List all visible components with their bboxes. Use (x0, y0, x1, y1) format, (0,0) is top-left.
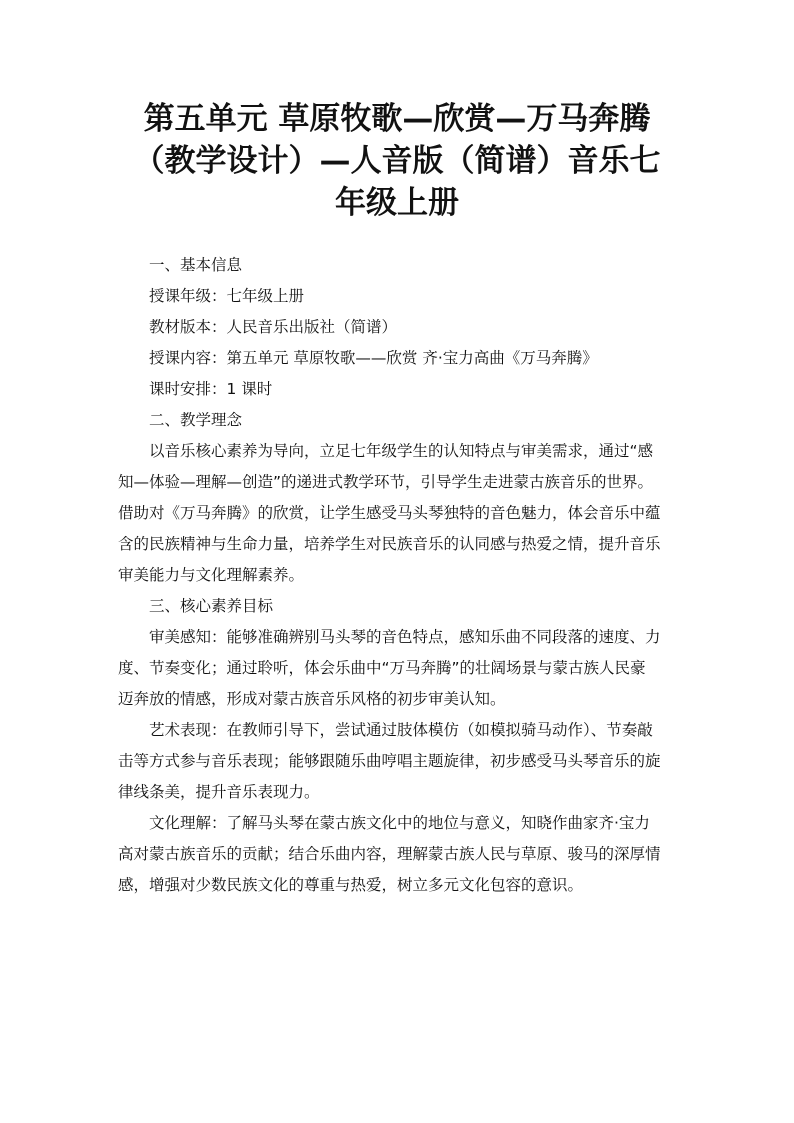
paragraph-line: 艺术表现：在教师引导下，尝试通过肢体模仿（如模拟骑马动作）、节奏敲 (149, 721, 653, 739)
culture-paragraph (118, 808, 678, 901)
paragraph-line: 迈奔放的情感，形成对蒙古族音乐风格的初步审美认知。 (118, 690, 506, 708)
paragraph-line: 借助对《万马奔腾》的欣赏，让学生感受马头琴独特的音色魅力，体会音乐中蕴 (118, 504, 661, 522)
expression-paragraph (118, 715, 678, 808)
grade-line: 授课年级：七年级上册 (149, 287, 305, 305)
paragraph-line: 含的民族精神与生命力量，培养学生对民族音乐的认同感与热爱之情，提升音乐 (118, 535, 661, 553)
title-line: （教学设计）—人音版（简谱）音乐七 (133, 143, 661, 179)
paragraph-line: 击等方式参与音乐表现；能够跟随乐曲哼唱主题旋律，初步感受马头琴音乐的旋 (118, 752, 661, 770)
paragraph-line: 度、节奏变化；通过聆听，体会乐曲中“万马奔腾”的壮阔场景与蒙古族人民豪 (118, 659, 646, 677)
paragraph-line: 律线条美，提升音乐表现力。 (118, 783, 320, 801)
schedule-line: 课时安排：1 课时 (149, 380, 273, 398)
paragraph-line: 高对蒙古族音乐的贡献；结合乐曲内容，理解蒙古族人民与草原、骏马的深厚情 (118, 845, 661, 863)
paragraph-line: 审美感知：能够准确辨别马头琴的音色特点，感知乐曲不同段落的速度、力 (149, 628, 661, 646)
document-title (110, 98, 684, 224)
title-line: 第五单元 草原牧歌—欣赏—万马奔腾 (143, 101, 651, 137)
aesthetic-paragraph (118, 622, 678, 715)
content-line: 授课内容：第五单元 草原牧歌——欣赏 齐·宝力高曲《万马奔腾》 (149, 349, 598, 367)
section-heading-basic-info: 一、基本信息 (149, 256, 243, 274)
document-body (118, 250, 678, 901)
textbook-line: 教材版本：人民音乐出版社（简谱） (149, 318, 398, 336)
paragraph-line: 文化理解：了解马头琴在蒙古族文化中的地位与意义，知晓作曲家齐·宝力 (149, 814, 650, 832)
paragraph-line: 知—体验—理解—创造”的递进式教学环节，引导学生走进蒙古族音乐的世界。 (118, 473, 654, 491)
section-heading-goals: 三、核心素养目标 (149, 597, 274, 615)
paragraph-line: 以音乐核心素养为导向，立足七年级学生的认知特点与审美需求，通过“感 (149, 442, 654, 460)
paragraph-line: 审美能力与文化理解素养。 (118, 566, 305, 584)
section-heading-philosophy: 二、教学理念 (149, 411, 243, 429)
title-line: 年级上册 (335, 185, 459, 221)
paragraph-line: 感，增强对少数民族文化的尊重与热爱，树立多元文化包容的意识。 (118, 876, 584, 894)
philosophy-paragraph (118, 436, 678, 591)
